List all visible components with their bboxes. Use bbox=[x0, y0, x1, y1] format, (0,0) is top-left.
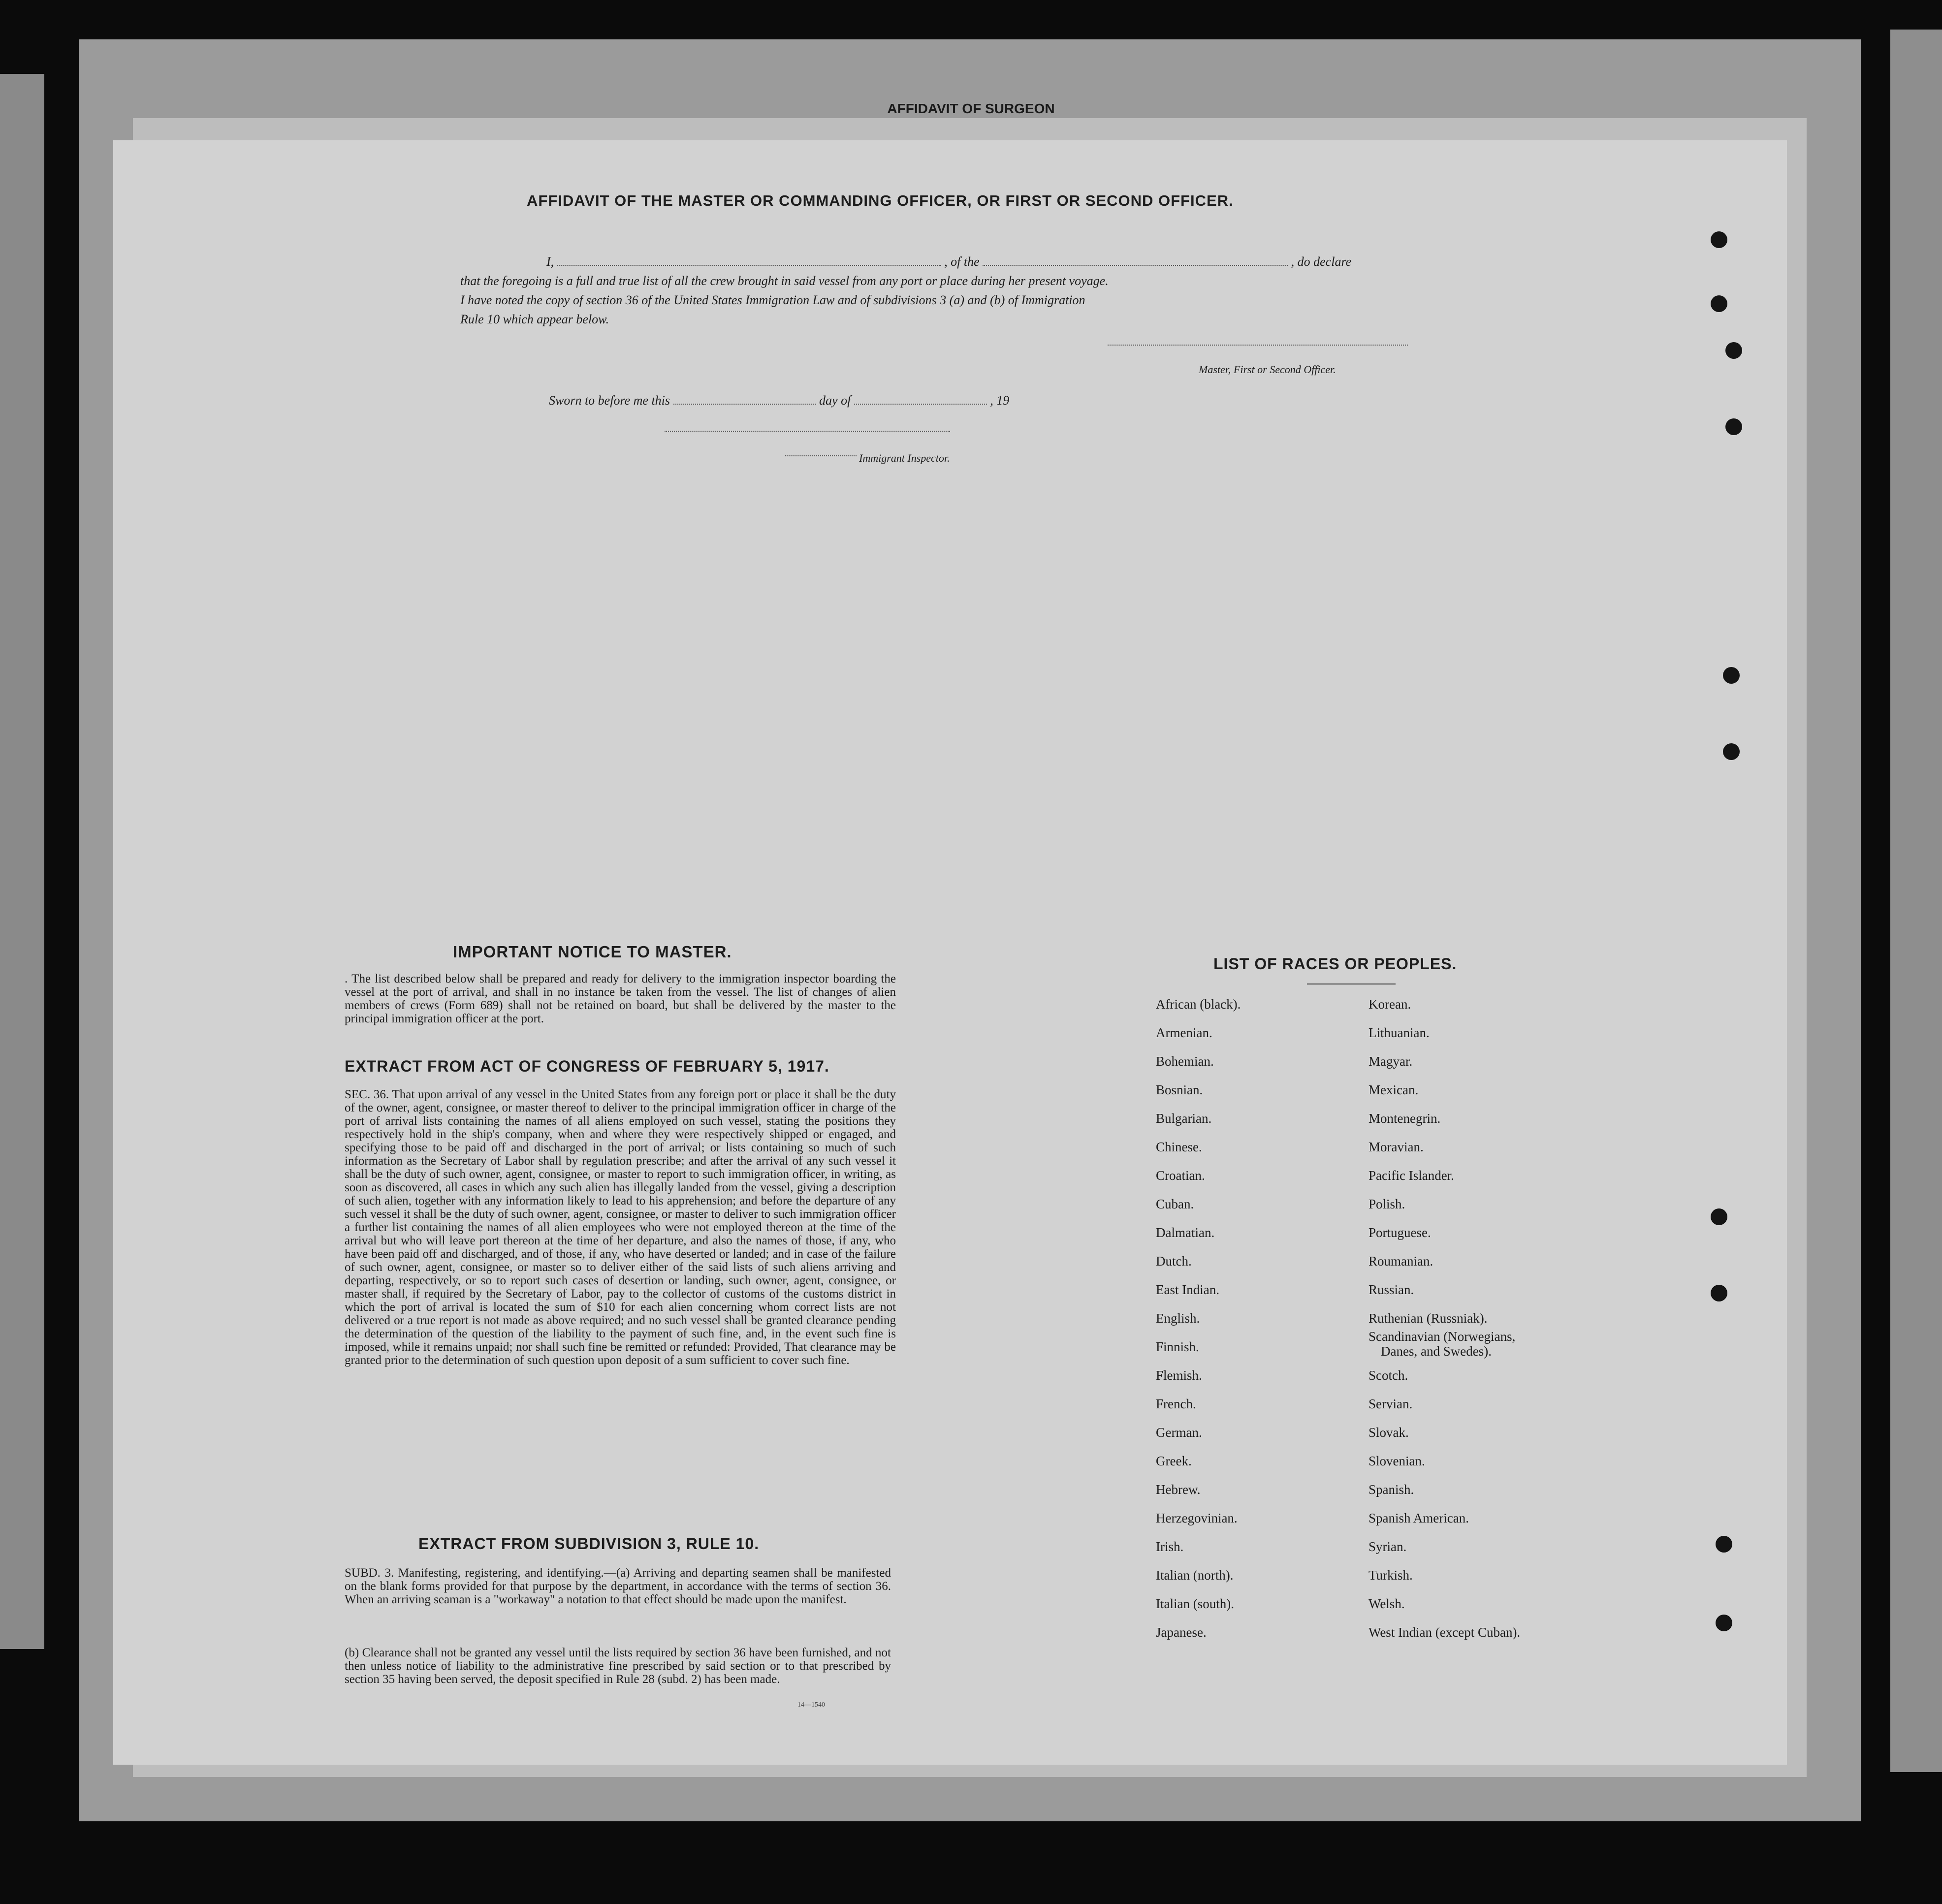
race-right-item: Korean. bbox=[1369, 997, 1411, 1012]
race-left-item: French. bbox=[1156, 1396, 1196, 1411]
race-left-item: Italian (north). bbox=[1156, 1568, 1234, 1583]
race-left-item: Greek. bbox=[1156, 1454, 1192, 1468]
race-left-item: African (black). bbox=[1156, 997, 1241, 1012]
surgeon-affidavit-heading: AFFIDAVIT OF SURGEON bbox=[887, 101, 1055, 116]
sworn-start: Sworn to before me this bbox=[549, 393, 670, 408]
race-right-item: Pacific Islander. bbox=[1369, 1168, 1454, 1183]
affidavit-line1-start: I, bbox=[546, 254, 554, 269]
punch-hole-icon bbox=[1723, 667, 1740, 684]
race-left-item: Chinese. bbox=[1156, 1140, 1202, 1154]
inspector-dots bbox=[785, 455, 857, 456]
inspector-signature-blank[interactable] bbox=[665, 431, 950, 432]
officer-signature-label: Master, First or Second Officer. bbox=[1199, 363, 1336, 376]
race-left-item: Dalmatian. bbox=[1156, 1225, 1215, 1240]
background-sheet-left bbox=[0, 74, 44, 1649]
form-code: 14—1540 bbox=[797, 1701, 825, 1709]
race-left-item: Croatian. bbox=[1156, 1168, 1205, 1183]
punch-hole-icon bbox=[1711, 231, 1727, 248]
race-right-item: Polish. bbox=[1369, 1197, 1405, 1211]
race-right-item: Slovak. bbox=[1369, 1425, 1409, 1440]
race-left-item: Bohemian. bbox=[1156, 1054, 1214, 1069]
sworn-day-blank[interactable] bbox=[673, 404, 816, 405]
document-page bbox=[113, 140, 1787, 1765]
race-left-item: Hebrew. bbox=[1156, 1482, 1201, 1497]
race-left-item: German. bbox=[1156, 1425, 1202, 1440]
punch-hole-icon bbox=[1716, 1615, 1732, 1631]
race-right-item: West Indian (except Cuban). bbox=[1369, 1625, 1521, 1640]
race-left-item: Cuban. bbox=[1156, 1197, 1194, 1211]
affidavit-line-4: Rule 10 which appear below. bbox=[460, 312, 609, 326]
punch-hole-icon bbox=[1716, 1536, 1732, 1553]
race-left-item: Bosnian. bbox=[1156, 1082, 1203, 1097]
background-sheet-right bbox=[1890, 30, 1942, 1772]
race-left-item: East Indian. bbox=[1156, 1282, 1219, 1297]
race-right-item: Magyar. bbox=[1369, 1054, 1413, 1069]
punch-hole-icon bbox=[1711, 295, 1727, 312]
vessel-name-blank[interactable] bbox=[983, 265, 1288, 266]
race-right-item: Portuguese. bbox=[1369, 1225, 1431, 1240]
race-right-item: Slovenian. bbox=[1369, 1454, 1425, 1468]
rule-extract-text-a: SUBD. 3. Manifesting, registering, and identifying.—(a) Arriving and departing seamen shall be manifested on the blank forms provided for that purpose by the department, in accordance with the terms of section 36. When an arriving seaman is a "workaway" a notation to that effect should be made upon the manifest. bbox=[345, 1566, 891, 1606]
race-right-item: Lithuanian. bbox=[1369, 1025, 1430, 1040]
sworn-end: , 19 bbox=[990, 393, 1010, 408]
act-extract-text: SEC. 36. That upon arrival of any vessel in the United States from any foreign port or place it shall be the duty of the owner, agent, consignee, or master thereof to deliver to the principal immigration officer in charge of the port of arrival lists containing the names of all aliens employed on such vessel, stating the positions they respectively hold in the ship's company, when and where they were respectively shipped or engaged, and specifying those to be paid off and discharged in the port of arrival; or lists containing so much of such information as the Secretary of Labor shall by regulation prescribe; and after the arrival of any such vessel it shall be the duty of such owner, agent, consignee, or master to report to such immigration officer, in writing, as soon as discovered, all cases in which any such alien has illegally landed from the vessel, giving a description of such alien, together with any information likely to lead to his apprehension; and before the departure of any such vessel it shall be the duty of such owner, agent, consignee, or master to deliver to such immigration officer a further list containing the names of all alien employees who were not employed thereon at the time of the arrival but who will leave port thereon at the time of her departure, and also the names of those, if any, who have been paid off and discharged, and of those, if any, who have deserted or landed; and in case of the failure of such owner, agent, consignee, or master so to deliver either of the said lists of such aliens arriving and departing, respectively, or so to report such cases of desertion or landing, such owner, agent, consignee, or master shall, if required by the Secretary of Labor, pay to the collector of customs of the customs district in which the port of arrival is located the sum of $10 for each alien concerning whom correct lists are not delivered or a true report is not made as above required; and no such vessel shall be granted clearance pending the determination of the question of the liability to the payment of such fine, and, in the event such fine is imposed, while it remains unpaid; nor shall such fine be remitted or refunded: Provided, That clearance may be granted prior to the determination of such question upon deposit of a sum sufficient to cover such fine. bbox=[345, 1088, 896, 1367]
race-right-item: Ruthenian (Russniak). bbox=[1369, 1311, 1488, 1326]
race-right-item: Roumanian. bbox=[1369, 1254, 1433, 1269]
race-right-item: Mexican. bbox=[1369, 1082, 1419, 1097]
race-right-item: Turkish. bbox=[1369, 1568, 1413, 1583]
race-right-item: Montenegrin. bbox=[1369, 1111, 1441, 1126]
affidavit-line1-mid: , of the bbox=[944, 254, 980, 269]
affidavit-title: AFFIDAVIT OF THE MASTER OR COMMANDING OFFICER, OR FIRST OR SECOND OFFICER. bbox=[527, 192, 1234, 209]
notice-title: IMPORTANT NOTICE TO MASTER. bbox=[453, 943, 732, 961]
race-left-item: Italian (south). bbox=[1156, 1596, 1234, 1611]
race-right-item-continued: Danes, and Swedes). bbox=[1381, 1344, 1492, 1359]
race-right-item: Spanish American. bbox=[1369, 1511, 1469, 1525]
rule-extract-text-b: (b) Clearance shall not be granted any vessel until the lists required by section 36 have been furnished, and not then unless notice of liability to the administrative fine prescribed by said section or to that prescribed by section 35 having been served, the deposit specified in Rule 28 (subd. 2) has been made. bbox=[345, 1646, 891, 1686]
race-left-item: Dutch. bbox=[1156, 1254, 1192, 1269]
race-left-item: Finnish. bbox=[1156, 1339, 1199, 1354]
race-right-item: Scandinavian (Norwegians, bbox=[1369, 1329, 1516, 1344]
inspector-label: Immigrant Inspector. bbox=[859, 452, 950, 464]
punch-hole-icon bbox=[1725, 418, 1742, 435]
punch-hole-icon bbox=[1711, 1285, 1727, 1301]
race-left-item: Japanese. bbox=[1156, 1625, 1207, 1640]
race-left-item: Bulgarian. bbox=[1156, 1111, 1212, 1126]
master-name-blank[interactable] bbox=[557, 265, 941, 266]
race-right-item: Servian. bbox=[1369, 1396, 1413, 1411]
race-left-item: Irish. bbox=[1156, 1539, 1184, 1554]
race-right-item: Welsh. bbox=[1369, 1596, 1405, 1611]
punch-hole-icon bbox=[1725, 342, 1742, 359]
punch-hole-icon bbox=[1711, 1208, 1727, 1225]
race-left-item: English. bbox=[1156, 1311, 1200, 1326]
races-title: LIST OF RACES OR PEOPLES. bbox=[1213, 955, 1457, 973]
notice-text: . The list described below shall be prepared and ready for delivery to the immigration inspector boarding the vessel at the port of arrival, and shall in no instance be taken from the vessel. The list of changes of alien members of crews (Form 689) shall not be retained on board, but shall be delivered by the master to the principal immigration officer at the port. bbox=[345, 972, 896, 1025]
race-right-item: Moravian. bbox=[1369, 1140, 1424, 1154]
affidavit-line-1 bbox=[546, 253, 1418, 271]
act-extract-title: EXTRACT FROM ACT OF CONGRESS OF FEBRUARY 5, 1917. bbox=[345, 1057, 829, 1075]
officer-signature-blank[interactable] bbox=[1108, 345, 1408, 346]
affidavit-line-2: that the foregoing is a full and true list of all the crew brought in said vessel from any port or place during her present voyage. bbox=[460, 274, 1109, 288]
race-right-item: Russian. bbox=[1369, 1282, 1414, 1297]
race-left-item: Flemish. bbox=[1156, 1368, 1202, 1383]
rule-extract-title: EXTRACT FROM SUBDIVISION 3, RULE 10. bbox=[418, 1535, 760, 1553]
punch-hole-icon bbox=[1723, 743, 1740, 760]
race-left-item: Armenian. bbox=[1156, 1025, 1212, 1040]
sworn-mid: day of bbox=[819, 393, 851, 408]
race-right-item: Syrian. bbox=[1369, 1539, 1407, 1554]
affidavit-line-3: I have noted the copy of section 36 of the United States Immigration Law and of subdivisions 3 (a) and (b) of Immigration bbox=[460, 293, 1085, 307]
race-left-item: Herzegovinian. bbox=[1156, 1511, 1238, 1525]
race-right-item: Spanish. bbox=[1369, 1482, 1414, 1497]
race-right-item: Scotch. bbox=[1369, 1368, 1408, 1383]
affidavit-line1-end: , do declare bbox=[1291, 254, 1352, 269]
sworn-line bbox=[549, 391, 1115, 410]
sworn-month-blank[interactable] bbox=[854, 404, 987, 405]
